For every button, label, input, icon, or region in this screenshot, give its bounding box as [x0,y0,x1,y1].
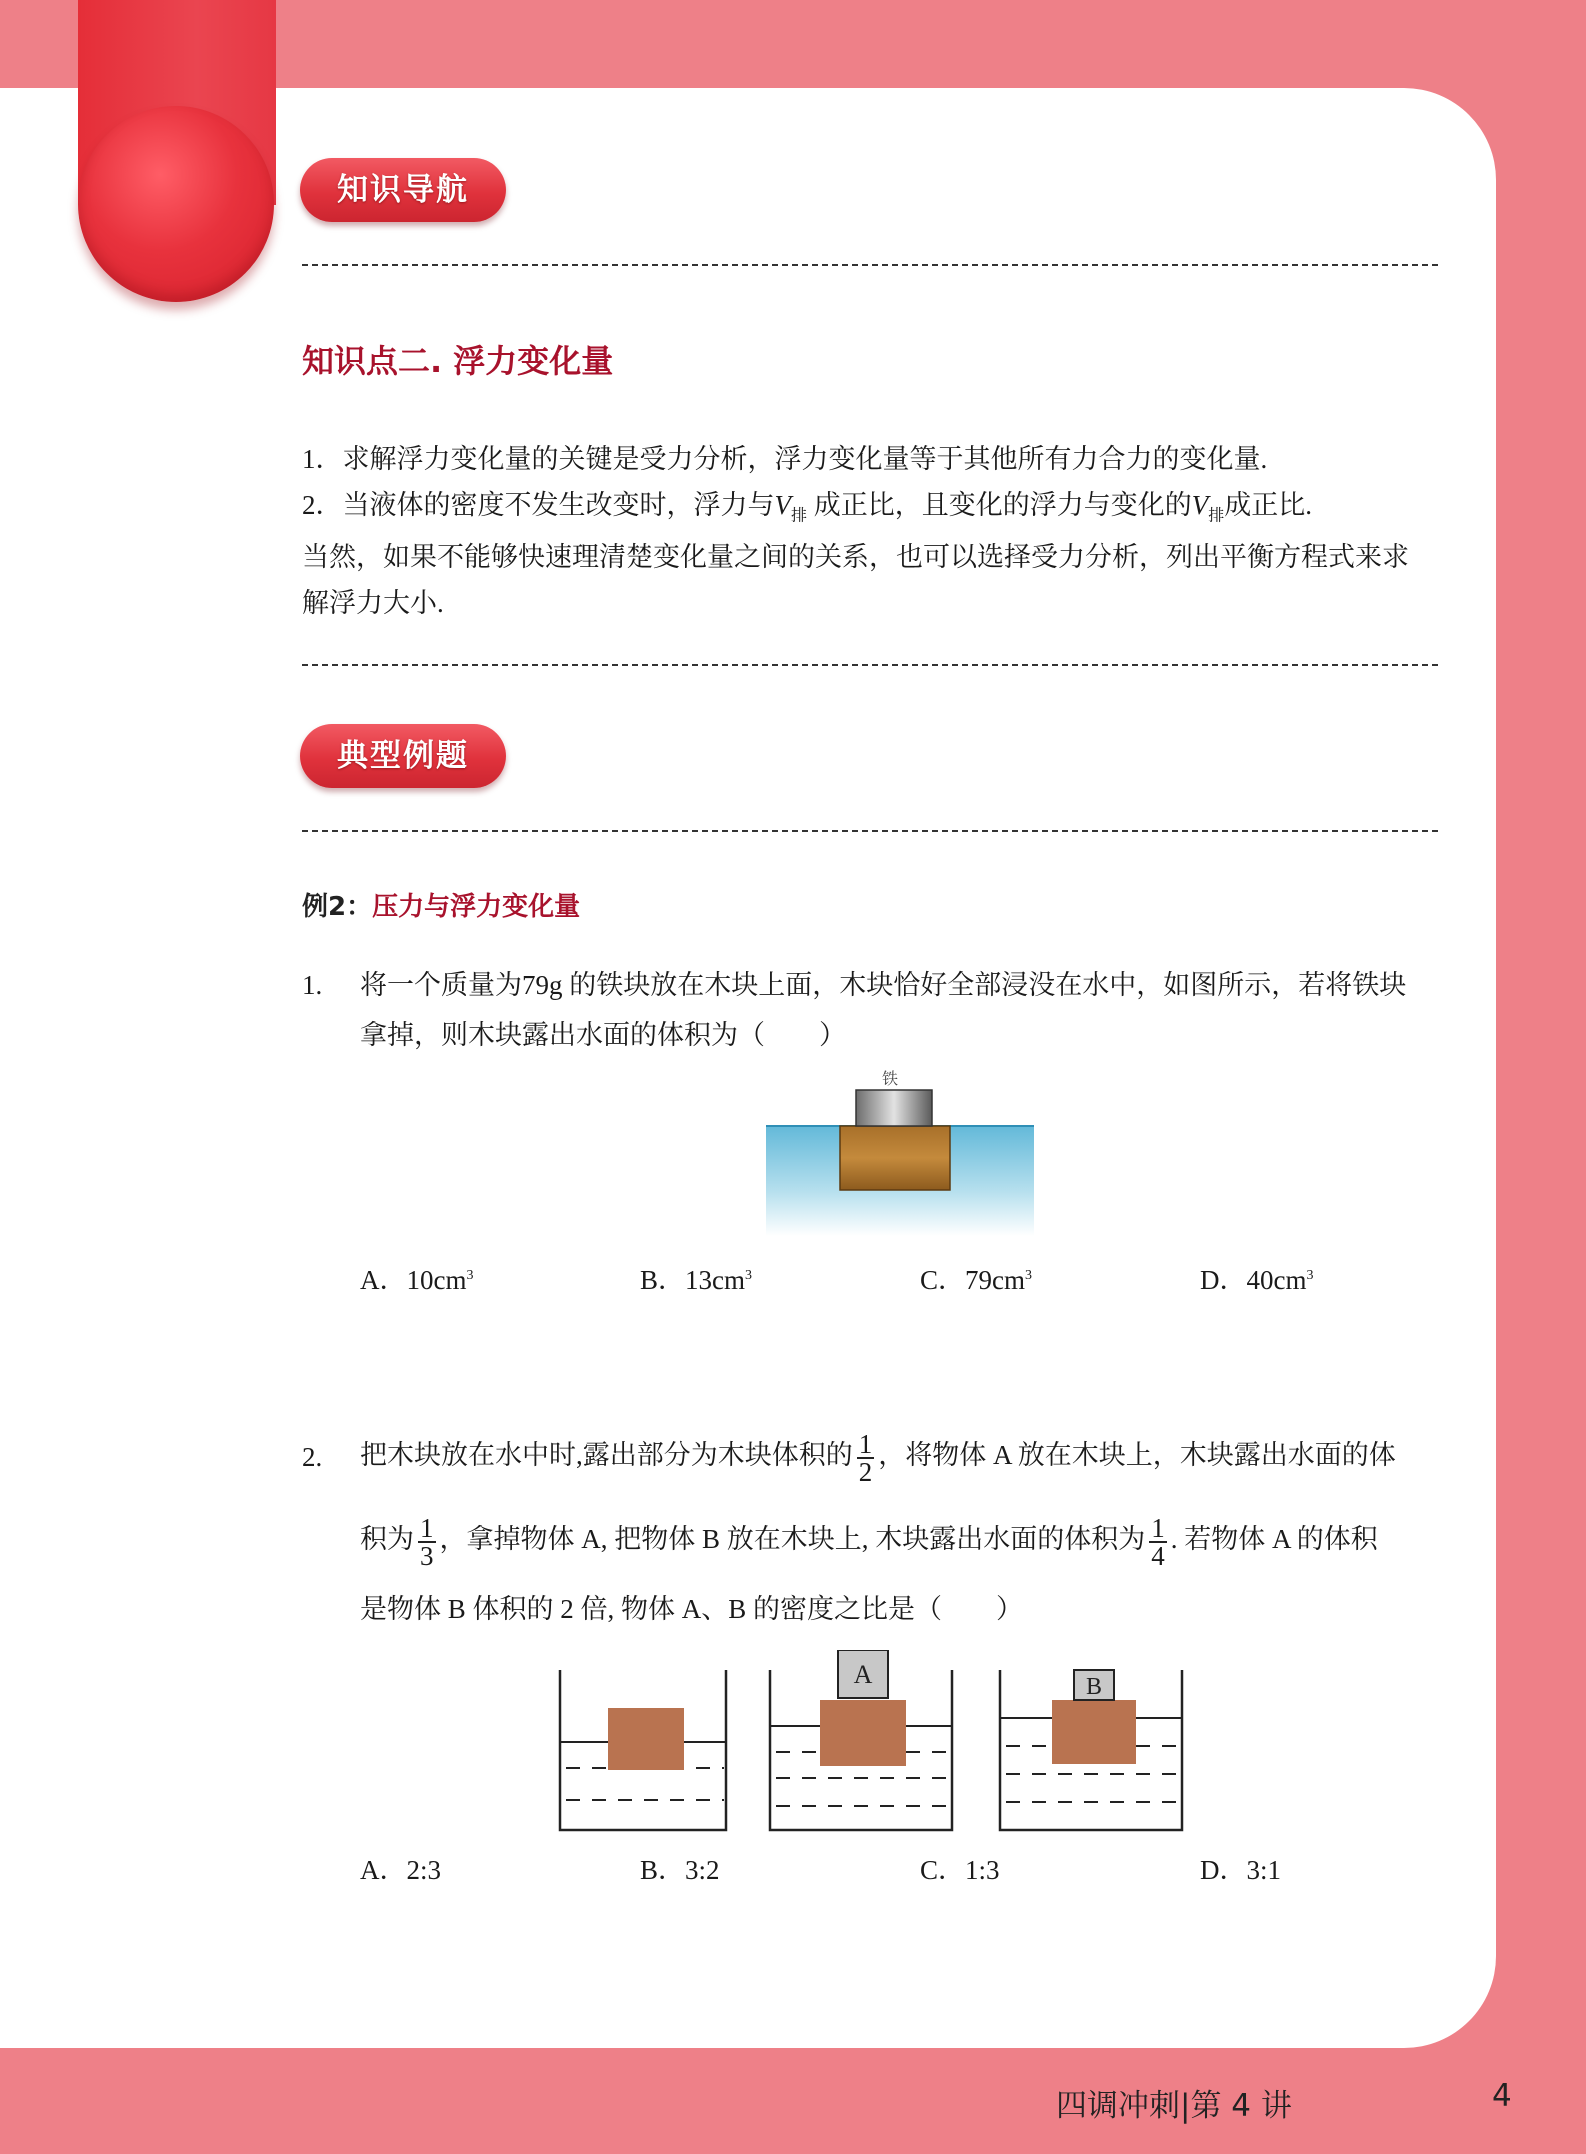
q2-line-1: 把木块放在水中时,露出部分为木块体积的 $\frac{1}{2}$ ，将物体 A 放在木块上，木块露出水面的体 [360,1428,1396,1487]
example-title: 例2：压力与浮力变化量 [302,892,581,922]
divider [302,830,1438,832]
nav-pill: 知识导航 [300,158,506,222]
q2-line-3: 是物体 B 体积的 2 倍, 物体 A、B 的密度之比是（ ） [360,1594,1024,1624]
knowledge-line-2: 2．当液体的密度不发生改变时，浮力与$V_排$ 成正比，且变化的浮力与变化的$V_排$成正比. [302,490,1313,525]
q2-figure [556,1650,1188,1836]
object-a-label: A [853,1660,873,1689]
corner-disc [78,106,274,302]
divider [302,264,1438,266]
q1-text-1: 将一个质量为79g 的铁块放在木块上面，木块恰好全部浸没在水中，如图所示，若将铁块 [360,970,1407,1000]
iron-block [856,1090,932,1126]
object-b-label: B [1085,1674,1103,1700]
q2-line-2: 积为 $\frac{1}{3}$ ，拿掉物体 A, 把物体 B 放在木块上, 木块露出水面的体积为 $\frac{1}{4}$ . 若物体 A 的体积 [360,1512,1378,1571]
wood-block-1 [608,1708,684,1770]
wood-block [840,1126,950,1190]
q2-option-c[interactable]: C．1:3 [920,1855,1000,1885]
fraction: $\frac{1}{2}$ [858,1428,873,1487]
q2-option-b[interactable]: B．3:2 [640,1855,720,1885]
q1-option-b[interactable]: B．$13cm^3$ [640,1265,753,1295]
page-number: 4 [1492,2078,1512,2114]
q1-option-a[interactable]: A．$10cm^3$ [360,1265,474,1295]
q1-text-2: 拿掉，则木块露出水面的体积为（ ） [360,1020,846,1050]
example-pill: 典型例题 [300,724,506,788]
knowledge-line-3: 当然，如果不能够快速理清楚变化量之间的关系，也可以选择受力分析，列出平衡方程式来求 [302,542,1409,572]
q1-figure [766,1066,1034,1236]
knowledge-line-1: 1．求解浮力变化量的关键是受力分析，浮力变化量等于其他所有力合力的变化量. [302,444,1268,474]
q2-option-d[interactable]: D．3:1 [1200,1855,1282,1885]
footer-lesson: 四调冲刺|第 4 讲 [1056,2088,1292,2124]
q1-option-d[interactable]: D．$40cm^3$ [1200,1265,1314,1295]
fraction: $\frac{1}{3}$ [420,1512,434,1571]
section-title: 知识点二. 浮力变化量 [302,342,614,380]
q1-option-c[interactable]: C．$79cm^3$ [920,1265,1033,1295]
fraction: $\frac{1}{4}$ [1151,1512,1165,1571]
q1-number: 1. [302,970,323,1000]
wood-block-2 [820,1700,906,1766]
iron-label: 铁 [881,1069,899,1088]
q2-number: 2. [302,1442,323,1472]
wood-block-3 [1052,1700,1136,1764]
knowledge-line-4: 解浮力大小. [302,588,444,618]
divider [302,664,1438,666]
q2-option-a[interactable]: A．2:3 [360,1855,442,1885]
